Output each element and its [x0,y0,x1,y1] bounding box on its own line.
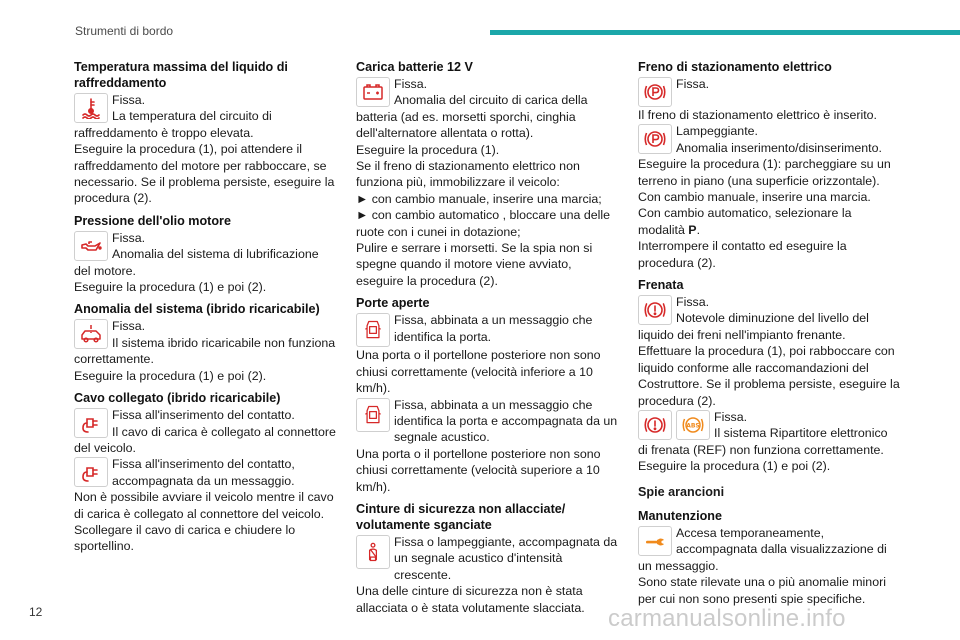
charging-plug-icon [74,408,108,438]
section-title-brake: Frenata [638,278,684,293]
coolant-body: Eseguire la procedura (1), poi attendere il raffreddamento del motore per rabboccare, se necessario. Se il problema persiste, eseguire la procedura (2). [74,142,335,206]
maintenance-state: Accesa temporaneamente, accompagnata dalla visualizzazione di un messaggio. [638,525,887,573]
parking-brake-desc: Il freno di stazionamento elettrico è inserito. [638,108,877,122]
oil-can-icon [74,231,108,261]
parking-brake-state-2: Lampeggiante. [676,124,758,139]
svg-text:ABS: ABS [686,422,700,430]
column-1 [74,59,336,555]
abs-desc: Il sistema Ripartitore elettronico di frenata (REF) non funziona correttamente. [638,426,888,457]
coolant-state: Fissa. [112,93,146,107]
section-title-hybrid-fault: Anomalia del sistema (ibrido ricaricabile) [74,302,320,317]
seatbelt-icon [356,535,390,569]
parking-brake-body: Interrompere il contatto ed eseguire la procedura (2). [638,239,847,270]
coolant-temperature-icon [74,93,108,123]
abs-state: Fissa. [714,409,748,424]
parking-brake-state: Fissa. [676,77,710,91]
hybrid-fault-state: Fissa. [112,319,146,334]
cable-desc: Il cavo di carica è collegato al connettore del veicolo. [74,424,336,455]
hybrid-fault-desc: Il sistema ibrido ricaricabile non funziona correttamente. [74,335,336,367]
section-title-doors: Porte aperte [356,296,430,311]
section-title-cable: Cavo collegato (ibrido ricaricabile) [74,391,281,406]
mode-p: P [688,222,697,237]
battery-desc: Anomalia del circuito di carica della batteria (ad es. morsetti sporchi, cinghia dell'alternatore allentata o rotta). [356,93,588,141]
oil-body: Eseguire la procedura (1) e poi (2). [74,280,267,295]
parking-brake-icon [638,77,672,107]
watermark: carmanualsonline.info [608,605,846,632]
doors-desc: Una porta o il portellone posteriore non sono chiusi correttamente (velocità inferiore a 10 km/h). [356,348,601,396]
abs-icon [676,410,710,440]
brake-state: Fissa. [676,295,710,310]
battery-step: Eseguire la procedura (1). [356,142,500,157]
seatbelt-desc: Una delle cinture di sicurezza non è stata allacciata o è stata volutamente slacciata. [356,584,585,615]
hybrid-car-fault-icon [74,319,108,349]
parking-brake-manual: Con cambio manuale, inserire una marcia. [638,190,871,205]
oil-state: Fissa. [112,230,146,245]
battery-body: Pulire e serrare i morsetti. Se la spia non si spegne quando il motore viene avviato, eseguire la procedura (2). [356,241,593,288]
doors-desc-2: Una porta o il portellone posteriore non sono chiusi correttamente (velocità superiore a 10 km/h). [356,446,601,494]
section-title-coolant: Temperatura massima del liquido di raffreddamento [74,60,288,90]
brake-warning-icon [638,295,672,325]
parking-brake-desc-2: Anomalia inserimento/disinserimento. [676,140,882,155]
section-title-maintenance: Manutenzione [638,508,722,523]
doors-state: Fissa, abbinata a un messaggio che identifica la porta. [394,313,593,344]
abs-body: Eseguire la procedura (1) e poi (2). [638,459,831,474]
section-title-seatbelt: Cinture di sicurezza non allacciate/ volutamente sganciate [356,501,566,532]
brake-body: Effettuare la procedura (1), poi rabboccare con liquido conforme alle raccomandazioni del Costruttore. Se il problema persiste, eseguire la procedura (2). [638,344,900,408]
header-accent-bar [490,30,960,35]
wrench-icon [638,526,672,556]
cable-body: Non è possibile avviare il veicolo mentre il cavo di carica è collegato al connettore del veicolo. Scollegare il cavo di carica e chiudere lo sportellino. [74,490,334,554]
cable-state: Fissa all'inserimento del contatto. [112,408,295,423]
parking-brake-step: Eseguire la procedura (1): parcheggiare su un terreno in piano (una superficie orizzontale). [638,157,891,188]
page-header [0,0,960,40]
section-title-battery: Carica batterie 12 V [356,60,473,74]
seatbelt-state: Fissa o lampeggiante, accompagnata da un segnale acustico d'intensità crescente. [394,534,618,582]
battery-note: Se il freno di stazionamento elettrico non funziona più, immobilizzare il veicolo: [356,159,580,190]
hybrid-fault-body: Eseguire la procedura (1) e poi (2). [74,368,267,383]
section-title-parking-brake: Freno di stazionamento elettrico [638,60,832,74]
column-2 [356,59,618,616]
section-title-oil: Pressione dell'olio motore [74,213,231,228]
column-3 [638,59,900,607]
coolant-desc: La temperatura del circuito di raffreddamento è troppo elevata. [74,109,272,140]
header-title: Strumenti di bordo [75,24,174,38]
battery-bullet-1: ► con cambio manuale, inserire una marcia; [356,191,602,206]
battery-bullet-2: ► con cambio automatico , bloccare una delle ruote con i cunei in dotazione; [356,208,611,239]
parking-brake-auto: Con cambio automatico, selezionare la modalità P. [638,206,852,237]
parking-brake-icon-2 [638,124,672,154]
brake-desc: Notevole diminuzione del livello del liquido dei freni nell'impianto frenante. [638,311,869,342]
battery-state: Fissa. [394,77,428,91]
brake-warning-icon-2 [638,410,672,440]
page-number: 12 [29,605,43,619]
battery-icon [356,77,390,107]
section-title-orange-lights: Spie arancioni [638,484,725,499]
charging-plug-icon-2 [74,457,108,487]
cable-state-2: Fissa all'inserimento del contatto, accompagnata da un messaggio. [112,457,295,488]
oil-desc: Anomalia del sistema di lubrificazione del motore. [74,247,319,278]
doors-state-2: Fissa, abbinata a un messaggio che identifica la porta e accompagnata da un segnale acustico. [394,397,618,445]
open-door-icon-2 [356,398,390,432]
open-door-icon [356,313,390,347]
maintenance-desc: Sono state rilevate una o più anomalie minori per cui non sono presenti spie specifiche. [638,575,886,606]
